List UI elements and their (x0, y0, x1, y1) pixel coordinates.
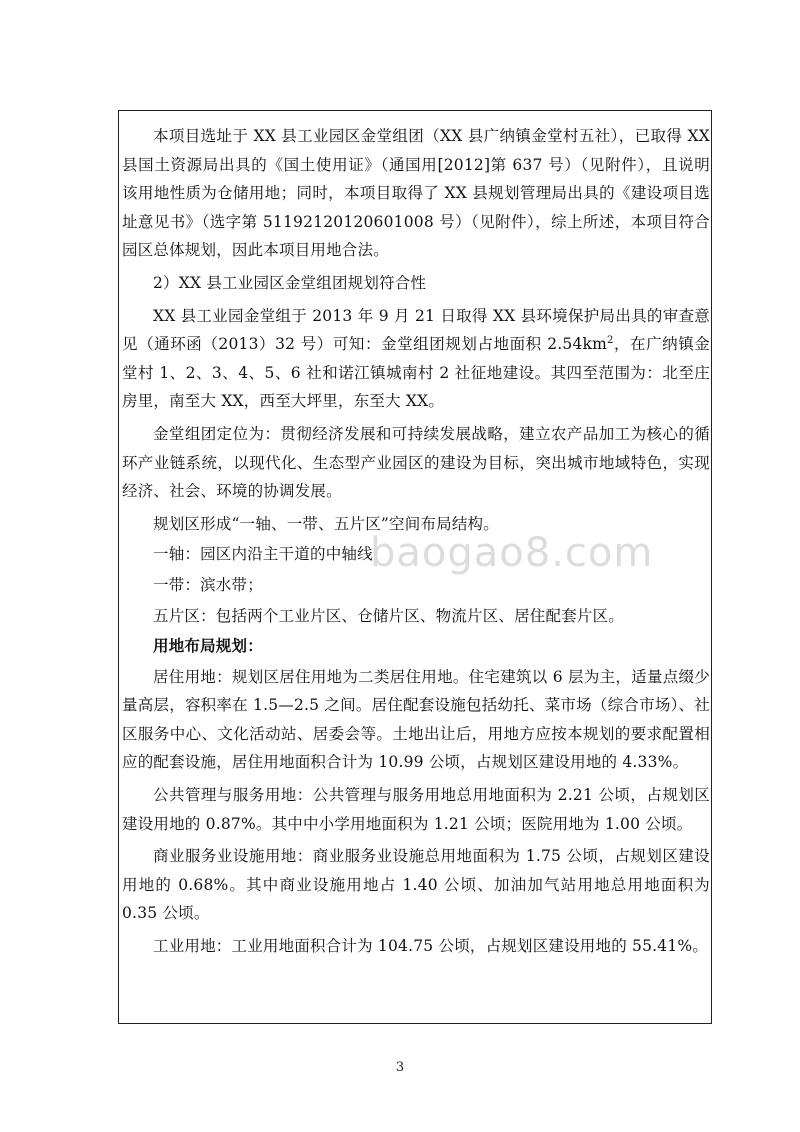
paragraph-commercial-land: 商业服务业设施用地：商业服务业设施总用地面积为 1.75 公顷，占规划区建设用地的 0.68%。其中商业设施用地占 1.40 公顷、加油加气站用地总用地面积为 0.35 公顷。 (122, 847, 710, 923)
paragraph-belt: 一带：滨水带； (153, 575, 263, 594)
paragraph-section-heading: 2）XX 县工业园区金堂组团规划符合性 (153, 273, 427, 292)
watermark: baogao8.com (370, 530, 654, 576)
paragraph-land-layout-heading: 用地布局规划： (153, 636, 263, 656)
paragraph-zones: 五片区：包括两个工业片区、仓储片区、物流片区、居住配套片区。 (153, 606, 625, 625)
paragraph-residential-land: 居住用地：规划区居住用地为二类居住用地。住宅建筑以 6 层为主，适量点缀少量高层，容积率在 1.5—2.5 之间。居住配套设施包括幼托、菜市场（综合市场）、社区服务中心、文化活动站、居委会等。土地出让后，用地方应按本规划的要求配置相应的配套设施，居住用地面积合计为 10.99 公顷，占规划区建设用地的 4.33%。 (122, 667, 710, 772)
page-number: 3 (395, 1060, 405, 1075)
paragraph-public-service-land: 公共管理与服务用地：公共管理与服务用地总用地面积为 2.21 公顷，占规划区建设用地的 0.87%。其中中小学用地面积为 1.21 公顷；医院用地为 1.00 公顷。 (122, 786, 710, 833)
paragraph-site-selection: 本项目选址于 XX 县工业园区金堂组团（XX 县广纳镇金堂村五社），已取得 XX 县国土资源局出具的《国土使用证》（通国用[2012]第 637 号）（见附件），且说明该用地性质为仓储用地；同时，本项目取得了 XX 县规划管理局出具的《建设项目选址意见书》（选字第 51192120120601008 号）（见附件），综上所述，本项目符合园区总体规划，因此本项目用地合法。 (122, 127, 710, 260)
review-text-a: XX 县工业园金堂组于 2013 年 9 月 21 日取得 XX 县环境保护局出具的审查意见（通环函（2013）32 号）可知：金堂组团规划占地面积 2.54km (122, 306, 710, 354)
paragraph-positioning: 金堂组团定位为：贯彻经济发展和可持续发展战略，建立农产品加工为核心的循环产业链系统，以现代化、生态型产业园区的建设为目标，突出城市地域特色，实现经济、社会、环境的协调发展。 (122, 424, 710, 501)
area-unit-superscript: 2 (607, 335, 614, 346)
paragraph-industrial-land: 工业用地：工业用地面积合计为 104.75 公顷，占规划区建设用地的 55.41%。 (153, 937, 709, 956)
paragraph-structure: 规划区形成“一轴、一带、五片区”空间布局结构。 (153, 514, 499, 533)
paragraph-review-opinion (122, 302, 710, 416)
document-body (122, 122, 710, 965)
review-text-b: ，在广纳镇金堂村 1、2、3、4、5、6 社和诺江镇城南村 2 社征地建设。其四至范围为：北至庄房里，南至大 XX，西至大坪里，东至大 XX。 (122, 335, 711, 411)
paragraph-axis: 一轴：园区内沿主干道的中轴线； (153, 545, 389, 564)
